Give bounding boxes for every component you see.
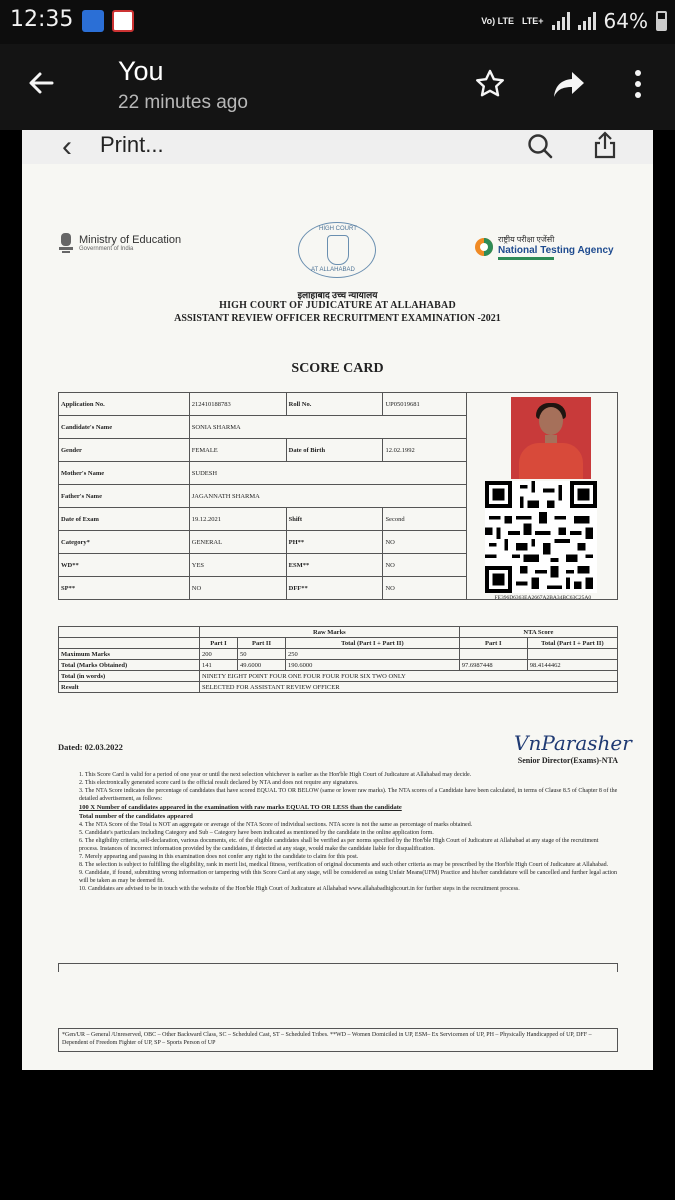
seal-bottom-text: AT ALLAHABAD [311,267,355,273]
status-indicators [481,6,667,36]
photo-qr-cell [467,393,618,600]
name-value: SONIA SHARMA [189,416,467,439]
footnote: *Gen/UR – General /Unreserved, OBC – Other Backward Class, SC – Scheduled Cast, ST – Scheduled Tribes. **WD – Women Domiciled in UP, ESM– Ex Servicemen of UP, PH – Physically Handicapped of UP, DFF – Dependent of Freedom Fighter of UP, SP – Sports Person of UP [58,1028,618,1052]
exam-date-value: 19.12.2021 [189,508,286,531]
words-value: NINETY EIGHT POINT FOUR ONE FOUR FOUR FOUR SIX TWO ONLY [200,671,618,682]
inapp-toolbar [22,130,653,164]
shift-label: Shift [286,508,383,531]
raw-total-header: Total (Part I + Part II) [286,638,460,649]
max-part1: 200 [200,649,238,660]
application-label: Application No. [59,393,190,416]
note-item: 4. The NTA Score of the Total is NOT an aggregate or average of the NTA Score of individual sections. NTA score is not the same as percentage of marks obtained. [79,821,473,828]
wd-value: YES [189,554,286,577]
ph-value: NO [383,531,467,554]
heading-hindi: इलाहाबाद उच्च न्यायालय [297,290,378,300]
nta-score-total: 98.4144462 [527,660,617,671]
nta-logo [474,234,614,260]
candidate-info-table [58,392,618,600]
esm-value: NO [383,554,467,577]
esm-label: ESM** [286,554,383,577]
dob-value: 12.02.1992 [383,439,467,462]
sp-value: NO [189,577,286,600]
search-icon [526,132,554,165]
gender-value: FEMALE [189,439,286,462]
formula-denominator: Total number of the candidates appeared [79,813,193,820]
marks-table [58,626,618,693]
notes-list [79,772,619,894]
note-item: 6. The eligibility criteria, self-declaration, various documents, etc. of the eligible candidates shall be verified as per norms specified by the Hon'ble High Court of Judicature at Allahabad at any stage of the recruitment process. Instances of incorrect information provided by the candidates, if detected at any stage, would make the candidate liable for disqualification. [79,838,599,852]
category-value: GENERAL [189,531,286,554]
moe-title: Ministry of Education [79,234,182,246]
moe-subtitle: Government of India [79,246,134,252]
emblem-icon [58,232,74,254]
lte-label: LTE+ [521,16,544,26]
ph-label: PH** [286,531,383,554]
post-author: You [118,56,164,86]
result-value: SELECTED FOR ASSISTANT REVIEW OFFICER [200,682,618,693]
nta-score-header: NTA Score [459,627,617,638]
words-label: Total (in words) [59,671,200,682]
roll-label: Roll No. [286,393,383,416]
back-arrow-icon[interactable] [26,68,56,106]
nta-english: National Testing Agency [498,245,614,256]
mother-label: Mother's Name [59,462,190,485]
roll-value: UP05019681 [383,393,467,416]
sp-label: SP** [59,577,190,600]
shift-value: Second [383,508,467,531]
category-label: Category* [59,531,190,554]
upload-icon [592,130,618,165]
volte-label: Vo) LTE [481,16,514,26]
note-item: 1. This Score Card is valid for a period of one year or until the next selection whichever is earlier as the Hon'ble High Court of Judicature at Allahabad may decide. [79,772,472,778]
score-card-title: SCORE CARD [291,361,384,376]
obtained-part2: 49.6000 [238,660,286,671]
signal-2-icon [578,12,596,30]
part2-header: Part II [238,638,286,649]
note-item: 7. Merely appearing and passing in this examination does not confer any right to the candidate to claim for this post. [79,854,359,860]
status-bar [0,0,675,44]
part1-header: Part I [200,638,238,649]
note-item: 5. Candidate's particulars including Category and Sub – Category have been indicated as mentioned by the candidate in the online application form. [79,829,434,836]
dob-label: Date of Birth [286,439,383,462]
post-time: 22 minutes ago [118,92,248,113]
exam-date-label: Date of Exam [59,508,190,531]
divider [58,963,618,964]
high-court-seal [298,222,376,278]
battery-percent: 64% [603,9,648,33]
note-item: 8. The selection is subject to fulfilling the eligibility, rank in merit list, medical fitness, verification of original documents and such other criteria as may be prescribed by the Hon'ble High Court of Judicature at Allahabad. [79,862,609,869]
more-vert-icon[interactable] [628,68,648,105]
moe-logo [58,232,181,254]
nta-emblem-icon [474,237,494,257]
candidate-photo [511,397,591,479]
formula-numerator: 100 X Number of candidates appeared in the examination with raw marks EQUAL TO OR LESS than the candidate [79,804,402,812]
qr-code-icon [483,481,599,593]
obtained-label: Total (Marks Obtained) [59,660,200,671]
max-total: 250 [286,649,460,660]
obtained-part1: 141 [200,660,238,671]
dff-value: NO [383,577,467,600]
nta-total-header: Total (Part I + Part II) [527,638,617,649]
qr-code-text: FE396D6363EA2667A2BA34BC63C25A0 [494,595,592,601]
nta-hindi: राष्ट्रीय परीक्षा एजेंसी [498,235,555,244]
result-label: Result [59,682,200,693]
heading-court: HIGH COURT OF JUDICATURE AT ALLAHABAD [219,300,456,311]
nta-score-part1: 97.6987448 [459,660,527,671]
note-item: 9. Candidate, if found, submitting wrong information or tampering with this Score Card at any stage, will be considered as using Unfair Means(UFM) Practice and his/her candidature will be cancelled and further legal action will be taken as may be deemed fit. [79,870,618,885]
raw-marks-header: Raw Marks [200,627,460,638]
signal-1-icon [552,12,570,30]
max-marks-label: Maximum Marks [59,649,200,660]
battery-icon [656,11,667,31]
heading-exam: ASSISTANT REVIEW OFFICER RECRUITMENT EXAMINATION -2021 [174,313,501,324]
signature: VnParasher [514,731,632,755]
mother-value: SUDESH [189,462,467,485]
chevron-left-icon: ‹ [62,130,72,163]
dated-text: Dated: 02.03.2022 [58,742,123,752]
application-value: 212410188783 [189,393,286,416]
seal-top-text: HIGH COURT [319,226,357,232]
father-value: JAGANNATH SHARMA [189,485,467,508]
name-label: Candidate's Name [59,416,190,439]
notification-news-icon [112,10,134,32]
app-bar [0,44,675,130]
nta-part1-header: Part I [459,638,527,649]
status-time: 12:35 [10,7,74,32]
notification-app-icon [82,10,104,32]
note-item: 3. The NTA Score indicates the percentage of candidates that have scored EQUAL TO OR BELOW (same or lower raw marks). The NTA scores of a Candidate have been calculated, in terms of Clause 8.5 of Chapter 8 of the detailed advertisement, as follows: [79,788,618,803]
father-label: Father's Name [59,485,190,508]
dff-label: DFF** [286,577,383,600]
inapp-title: Print... [100,132,164,157]
note-item: 2. This electronically generated score card is the official result declared by NTA and does not require any signatures. [79,780,359,787]
obtained-total: 190.6000 [286,660,460,671]
share-icon[interactable] [552,68,586,105]
star-icon[interactable] [474,68,506,105]
max-part2: 50 [238,649,286,660]
signatory: Senior Director(Exams)-NTA [517,756,618,765]
shared-photo[interactable] [22,130,653,1070]
gender-label: Gender [59,439,190,462]
score-card-document [22,166,653,1070]
wd-label: WD** [59,554,190,577]
note-item: 10. Candidates are advised to be in touch with the website of the Hon'ble High Court of Judicature at Allahabad www.allahabadhighcourt.in for further steps in the recruitment process. [79,886,520,893]
